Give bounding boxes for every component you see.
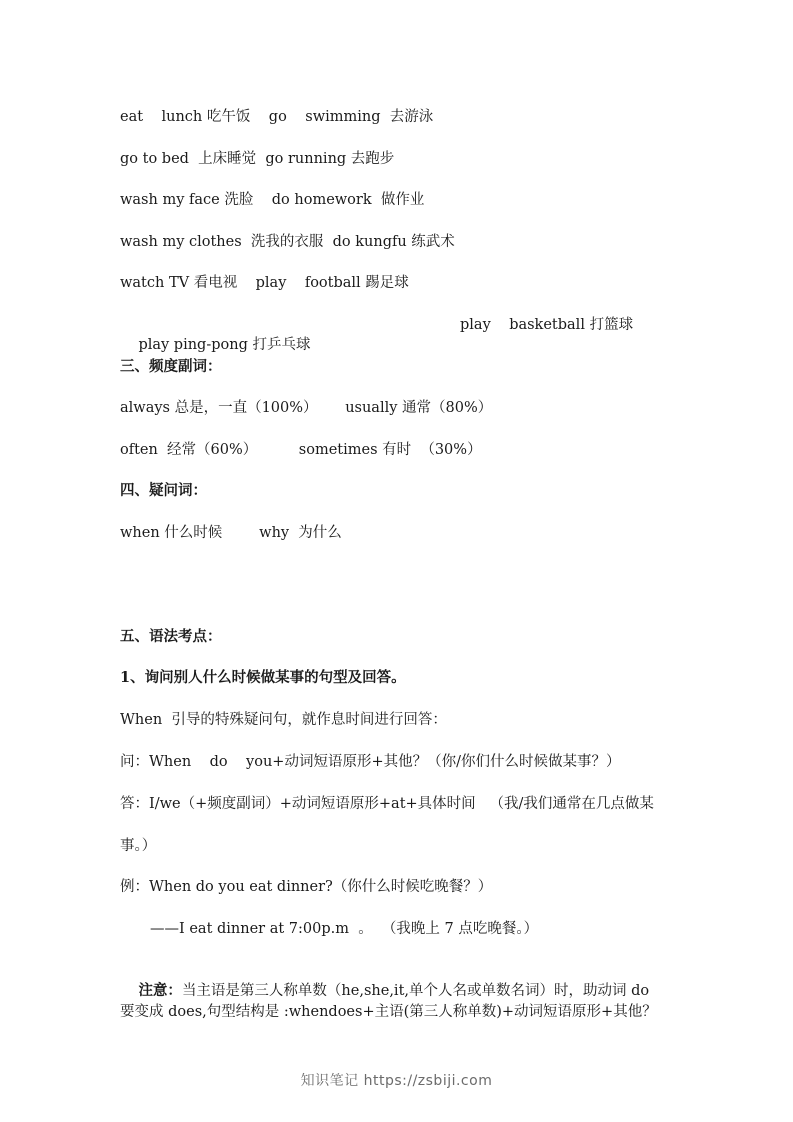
note-label: 注意：	[138, 982, 182, 999]
grammar-point-1-title: 1、询问别人什么时候做某事的句型及回答。	[120, 669, 406, 686]
vocab-line-6	[120, 315, 680, 395]
vocab-line-1: eat lunch 吃午饭 go swimming 去游泳	[120, 109, 434, 125]
vocab-line-6-right: play basketball 打篮球	[460, 317, 634, 333]
grammar-answer-pattern-line-2: 事。）	[120, 838, 157, 854]
section-4-heading: 四、疑问词：	[120, 482, 207, 499]
frequency-line-1: always 总是，一直（100%） usually 通常（80%）	[120, 400, 493, 416]
vocab-line-5: watch TV 看电视 play football 踢足球	[120, 275, 409, 291]
note-text-1: 当主语是第三人称单数（he,she,it,单个人名或单数名词）时，助动词 do	[181, 983, 650, 999]
vocab-line-3: wash my face 洗脸 do homework 做作业	[120, 192, 425, 208]
grammar-example-reply: ——I eat dinner at 7:00p.m 。 （我晚上 7 点吃晚餐。）	[150, 921, 539, 937]
grammar-note-line-2: 要变成 does,句型结构是 :whendoes+主语(第三人称单数)+动词短语原形+其他？	[120, 1004, 657, 1020]
grammar-question-pattern: 问：When do you+动词短语原形+其他？（你/你们什么时候做某事？）	[120, 754, 621, 770]
grammar-answer-pattern-line-1: 答：I/we（+频度副词）+动词短语原形+at+具体时间 （我/我们通常在几点做某	[120, 796, 654, 812]
vocab-line-6-left: play ping-pong 打乒乓球	[138, 337, 311, 353]
grammar-intro: When 引导的特殊疑问句，就作息时间进行回答：	[120, 712, 447, 728]
frequency-line-2: often 经常（60%） sometimes 有时 （30%）	[120, 442, 482, 458]
section-3-heading: 三、频度副词：	[120, 358, 222, 375]
vocab-line-4: wash my clothes 洗我的衣服 do kungfu 练武术	[120, 234, 455, 250]
question-words-line: when 什么时候 why 为什么	[120, 525, 342, 541]
footer-watermark: 知识笔记 https://zsbiji.com	[300, 1073, 493, 1089]
vocab-line-2: go to bed 上床睡觉 go running 去跑步	[120, 151, 395, 167]
section-5-heading: 五、语法考点：	[120, 628, 222, 645]
grammar-example: 例：When do you eat dinner?（你什么时候吃晚餐？）	[120, 879, 493, 895]
